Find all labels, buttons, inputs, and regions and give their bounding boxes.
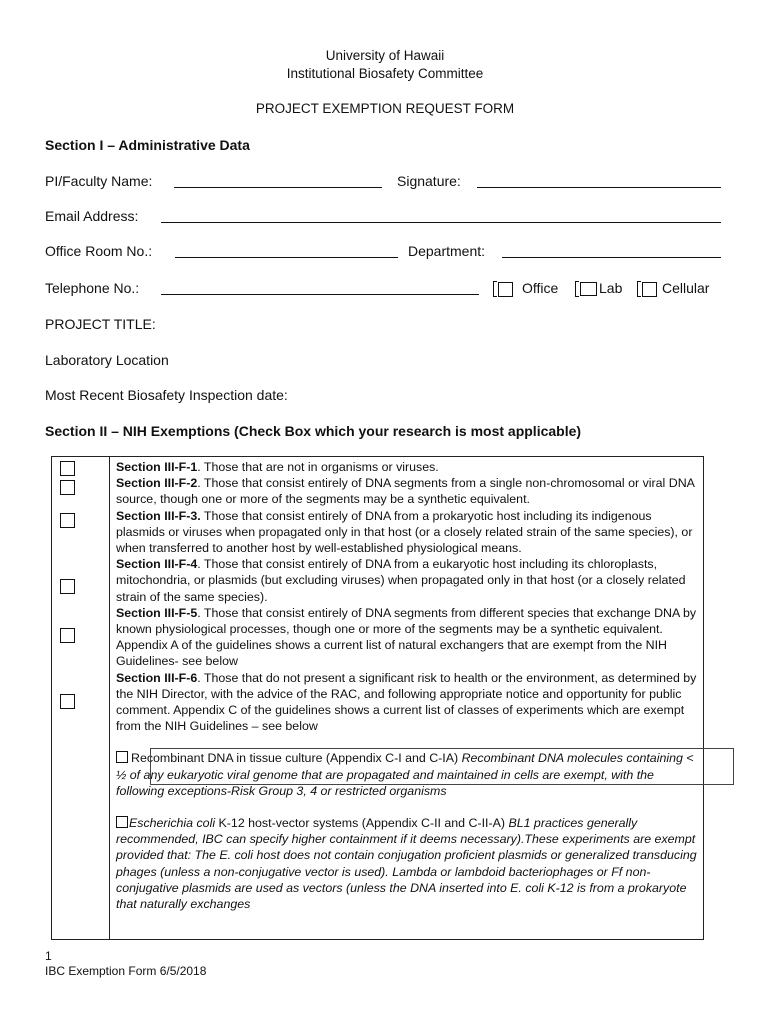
overlay-field-box[interactable] xyxy=(150,748,734,785)
exemption-f2-code: Section III-F-2 xyxy=(116,476,198,491)
lab-option-label: Lab xyxy=(599,280,623,296)
exemption-f4 xyxy=(116,556,697,605)
office-option-label: Office xyxy=(522,280,559,296)
bracket-mark xyxy=(493,281,497,297)
checkbox-column xyxy=(52,457,110,940)
exemption-f1-checkbox[interactable] xyxy=(60,461,75,476)
department-label: Department: xyxy=(408,243,486,259)
committee-name: Institutional Biosafety Committee xyxy=(286,66,484,81)
form-title: PROJECT EXEMPTION REQUEST FORM xyxy=(255,101,515,116)
tissue-culture-checkbox[interactable] xyxy=(116,751,128,763)
ecoli-text: K-12 host-vector systems (Appendix C-II and C-II-A) xyxy=(215,816,509,831)
telephone-label: Telephone No.: xyxy=(45,280,140,296)
ecoli-note xyxy=(116,815,697,912)
exemption-f5-checkbox[interactable] xyxy=(60,628,75,643)
project-title-label: PROJECT TITLE: xyxy=(45,316,156,332)
pi-label: PI/Faculty Name: xyxy=(45,173,153,189)
cellular-checkbox[interactable] xyxy=(642,282,657,297)
exemption-f2 xyxy=(116,475,697,507)
office-room-label: Office Room No.: xyxy=(45,243,153,259)
bracket-mark xyxy=(637,281,641,297)
exemption-descriptions xyxy=(110,457,704,940)
university-name: University of Hawaii xyxy=(325,48,445,63)
exemption-f6-text: . Those that do not present a significant risk to health or the environment, as determined by the NIH Director, with the advice of the RAC, and following appropriate notice and opportunity for public comment. Appendix C of the guidelines shows a current list of classes of experiments which are exempt from the NIH Guidelines – see below xyxy=(116,670,697,734)
exemptions-table xyxy=(51,456,704,940)
section2-heading: Section II – NIH Exemptions (Check Box which your research is most applicable) xyxy=(45,423,582,439)
exemption-f2-text: . Those that consist entirely of DNA segments from a single non-chromosomal or viral DNA source, though one or more of the segments may be a synthetic equivalent. xyxy=(116,476,695,507)
cellular-option-label: Cellular xyxy=(662,280,710,296)
signature-field[interactable] xyxy=(477,187,721,188)
exemption-f1-text: . Those that are not in organisms or viruses. xyxy=(197,460,439,474)
exemption-f6 xyxy=(116,670,697,735)
section1-heading: Section I – Administrative Data xyxy=(45,137,250,153)
exemption-f4-checkbox[interactable] xyxy=(60,579,75,594)
exemption-f6-checkbox[interactable] xyxy=(60,694,75,709)
tissue-culture-text: Recombinant DNA in tissue culture (Appendix C-I and C-IA) xyxy=(131,751,462,766)
exemption-f4-code: Section III-F-4 xyxy=(116,557,198,572)
pi-field[interactable] xyxy=(174,187,382,188)
exemption-f5-code: Section III-F-5 xyxy=(116,605,198,620)
exemption-f1 xyxy=(116,459,697,475)
exemption-f3-checkbox[interactable] xyxy=(60,513,75,528)
email-field[interactable] xyxy=(161,222,721,223)
exemption-f5 xyxy=(116,605,697,670)
tissue-culture-italic: Recombinant DNA molecules containing < ½ of any eukaryotic viral genome that are propagated and maintained in cells are exempt, with the following exceptions-Risk Group 3, 4 or restricted organisms xyxy=(116,751,694,798)
signature-label: Signature: xyxy=(397,173,461,189)
inspection-date-label: Most Recent Biosafety Inspection date: xyxy=(45,387,288,403)
office-room-field[interactable] xyxy=(175,257,398,258)
exemption-f6-code: Section III-F-6 xyxy=(116,670,198,685)
telephone-field[interactable] xyxy=(161,294,479,295)
form-version: IBC Exemption Form 6/5/2018 xyxy=(45,964,207,978)
exemption-f3-text: Those that consist entirely of DNA from a prokaryotic host including its indigenous plasmids or viruses when propagated only in that host (or a closely related strain of the same species), or when transferred to another host by well-established physiological means. xyxy=(116,508,693,556)
exemption-f4-text: . Those that consist entirely of DNA from a eukaryotic host including its chloroplasts, mitochondria, or plasmids (but excluding viruses) when propagated only in that host (or a closely related strain of the same species). xyxy=(116,557,686,604)
ecoli-checkbox[interactable] xyxy=(116,816,128,828)
exemption-f3 xyxy=(116,508,697,557)
exemption-f5-text: . Those that consist entirely of DNA segments from different species that exchange DNA by known physiological processes, though one or more of the segments may be a synthetic equivalent. Appendix A of the guidelines shows a current list of natural exchangers that are exempt from the NIH Guidelines- see below xyxy=(116,605,697,669)
lab-location-label: Laboratory Location xyxy=(45,352,169,368)
office-checkbox[interactable] xyxy=(498,282,513,297)
lab-checkbox[interactable] xyxy=(580,282,597,296)
exemption-f3-code: Section III-F-3. xyxy=(116,508,201,523)
page-number: 1 xyxy=(45,949,52,963)
exemption-f2-checkbox[interactable] xyxy=(60,480,75,495)
exemption-f1-code: Section III-F-1 xyxy=(116,460,198,474)
department-field[interactable] xyxy=(502,257,721,258)
ecoli-italic: BL1 practices generally recommended, IBC can specify higher containment if it deems necessary).These experiments are exempt provided that: The E. coli host does not contain conjugation proficient plasmids or generalized transducing phages (unless a non-conjugative vector is used). Lambda or lambdoid bacteriophages or Ff non-conjugative plasmids are used as vectors (unless the DNA inserted into E. coli K-12 is from a prokaryote that naturally exchanges xyxy=(116,816,697,912)
email-label: Email Address: xyxy=(45,208,139,224)
bracket-mark xyxy=(575,281,579,297)
ecoli-name: Escherichia coli xyxy=(129,816,216,831)
